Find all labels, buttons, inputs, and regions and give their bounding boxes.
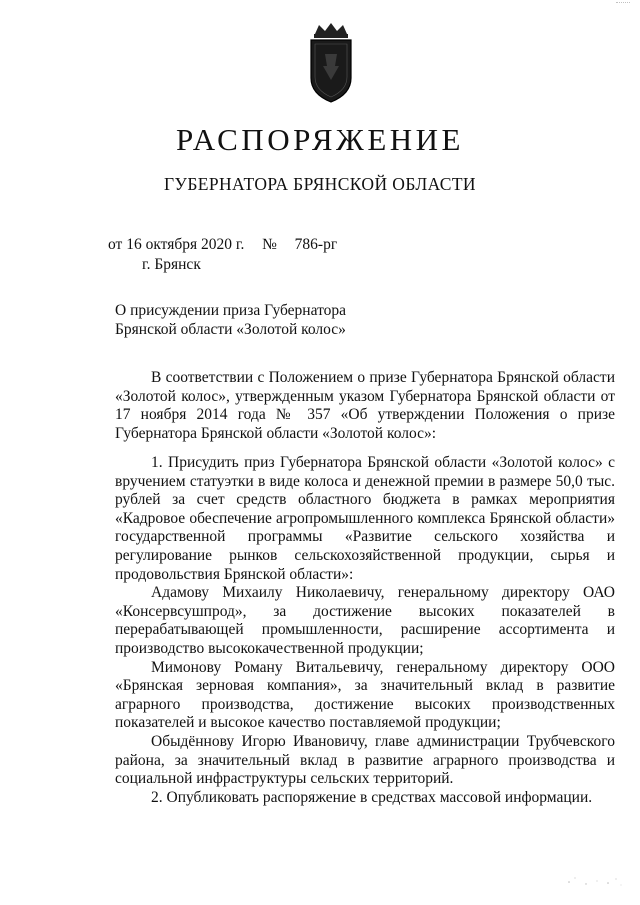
subject-line-2: Брянской области «Золотой колос» xyxy=(115,321,346,338)
award-paragraph-2: Мимонову Роману Витальевичу, генеральному директору ООО «Брянская зерновая компания», за значительный вклад в развитие аграрного производства, достижение высоких производственных показателей и высокое качество поставляемой продукции; xyxy=(115,658,615,732)
award-paragraph-1: Адамову Михаилу Николаевичу, генеральному директору ОАО «Консервсушпрод», за достижение высоких показателей в перерабатывающей промышленности, расширение ассортимента и производство высококачественной продукции; xyxy=(115,584,615,657)
order-number: 786-рг xyxy=(294,236,338,253)
award-paragraph-3: Обыдённову Игорю Ивановичу, главе администрации Трубчевского района, за значительный вклад в развитие аграрного производства и социальной инфраструктуры сельских территорий. xyxy=(115,732,615,788)
document-title: РАСПОРЯЖЕНИЕ xyxy=(176,122,464,157)
order-date: от 16 октября 2020 г. xyxy=(108,236,245,253)
order-dateline xyxy=(108,236,337,254)
item-1-paragraph: 1. Присудить приз Губернатора Брянской области «Золотой колос» с вручением статуэтки в виде колоса и денежной премии в размере 50,0 тыс. рублей за счет средств областного бюджета в рамках мероприятия «Кадровое обеспечение агропромышленного комплекса Брянской области» государственной программы «Развитие сельского хозяйства и регулирование рынков сельскохозяйственной продукции, сырья и продовольствия Брянской области»: xyxy=(115,454,615,583)
document-subtitle: ГУБЕРНАТОРА БРЯНСКОЙ ОБЛАСТИ xyxy=(164,174,476,194)
preamble-block xyxy=(115,369,615,443)
item-2-paragraph: 2. Опубликовать распоряжение в средствах массовой информации. xyxy=(151,788,593,806)
coat-of-arms-icon xyxy=(301,22,361,104)
order-subject xyxy=(115,301,346,339)
scan-noise xyxy=(566,872,624,888)
order-items-block xyxy=(115,454,615,807)
order-city: г. Брянск xyxy=(142,256,201,273)
subject-line-1: О присуждении приза Губернатора xyxy=(115,302,347,319)
preamble-paragraph: В соответствии с Положением о призе Губернатора Брянской области «Золотой колос», утвержденным указом Губернатора Брянской области от 17 ноября 2014 года № 357 «Об утверждении Положения о призе Губернатора Брянской области «Золотой колос»: xyxy=(115,369,615,442)
scan-artifact xyxy=(616,2,630,7)
number-sign: № xyxy=(262,236,277,253)
